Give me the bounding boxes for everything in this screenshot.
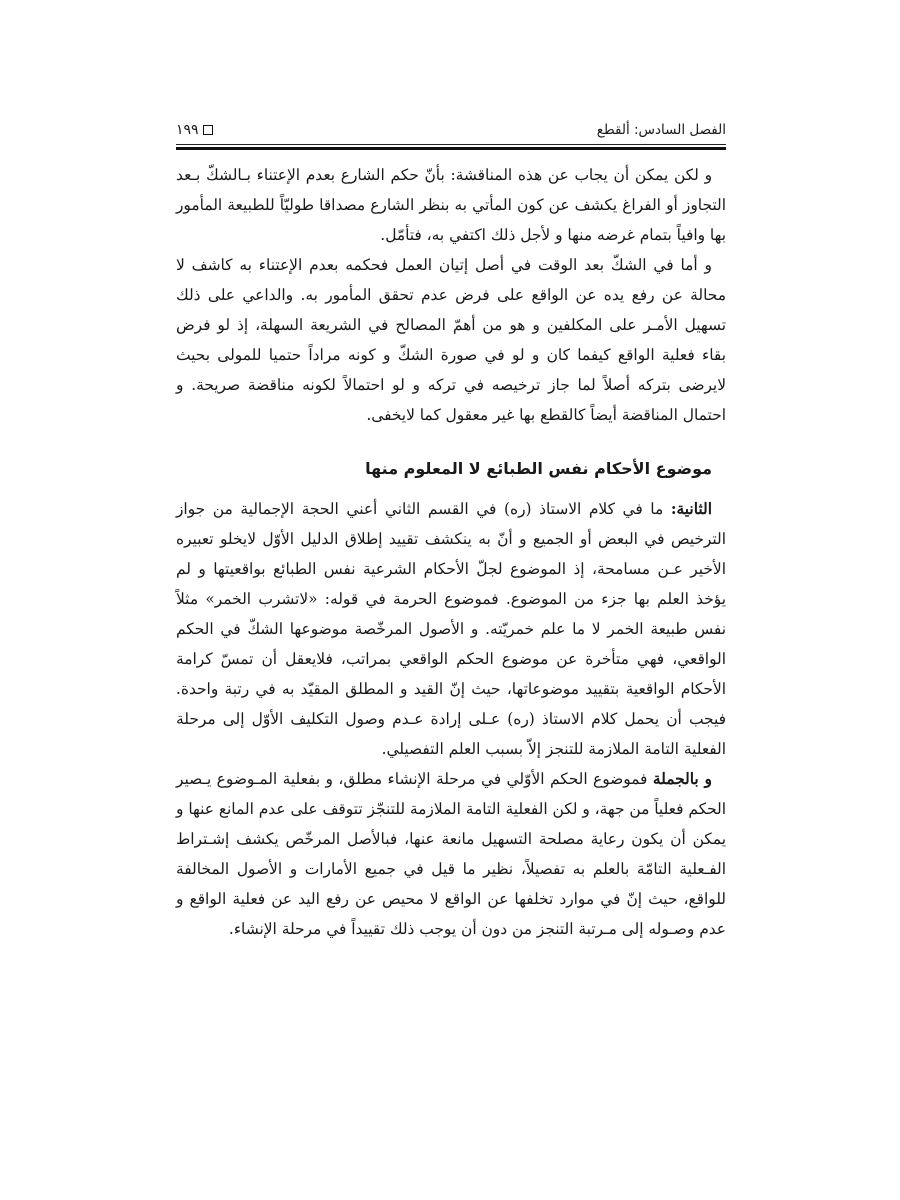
paragraph-lead: الثانية: <box>670 500 712 518</box>
paragraph <box>176 250 726 430</box>
page-number: ١٩٩ <box>176 122 199 138</box>
page-number-group <box>176 122 213 138</box>
body-text <box>176 160 726 944</box>
paragraph-text: و أما في الشكّ بعد الوقت في أصل إتيان العمل فحكمه بعدم الإعتناء به كاشف لا محالة عن رفع يده عن الواقع على فرض عدم تحقق المأمور به. والداعي على ذلك تسهيل الأمـر على المكلفين و هو من أهمّ المصالح في الشريعة السهلة، إذ لو فرض بقاء فعلية الواقع كيفما كان و لو في صورة الشكّ و كونه مراداً حتميا للمولى بحيث لايرضى بتركه أصلاً لما جاز ترخيصه في تركه و لو احتمالاً لكونه مناقضة صريحة. و احتمال المناقضة أيضاً كالقطع بها غير معقول كما لايخفى. <box>176 256 726 424</box>
paragraph <box>176 764 726 944</box>
paragraph <box>176 160 726 250</box>
book-page <box>176 112 726 944</box>
paragraph-lead: و بالجملة <box>652 770 712 788</box>
paragraph-text: ما في كلام الاستاذ (ره) في القسم الثاني أعني الحجة الإجمالية من جواز الترخيص في البعض أو الجميع و أنّ به ينكشف تقييد إطلاق الدليل الأوّل لايخلو تعبيره الأخير عـن مسامحة، إذ الموضوع لجلّ الأحكام الشرعية نفس الطبائع بواقعيتها و لم يؤخذ العلم بها جزء من الموضوع. فموضوع الحرمة في قوله: «لاتشرب الخمر» مثلاً نفس طبيعة الخمر لا ما علم خمريّته. و الأصول المرخّصة موضوعها الشكّ في الحكم الواقعي، فهي متأخرة عن موضوع الحكم الواقعي بمراتب، فلايعقل أن تمسّ كرامة الأحكام الواقعية بتقييد موضوعاتها، حيث إنّ القيد و المطلق المقيّد به في رتبة واحدة. فيجب أن يحمل كلام الاستاذ (ره) عـلى إرادة عـدم وصول التكليف الأوّل إلى مرحلة الفعلية التامة الملازمة للتنجز إلاّ بسبب العلم التفصيلي. <box>176 500 726 758</box>
paragraph-text: فموضوع الحكم الأوّلي في مرحلة الإنشاء مطلق، و بفعلية المـوضوع يـصير الحكم فعلياً من جهة، و لكن الفعلية التامة الملازمة للتنجّز تتوقف على عدم المانع عنها و يمكن أن يكون رعاية مصلحة التسهيل مانعة عنها، فبالأصل المرخّص يكشف إشـتراط الفـعلية التامّة بالعلم به تفصيلاً، نظير ما قيل في جميع الأمارات و الأصول المخالفة للواقع، حيث إنّ في موارد تخلفها عن الواقع لا محيص عن رفع اليد عن فعلية الواقع و عدم وصـوله إلى مـرتبة التنجز من دون أن يوجب ذلك تقييداً في مرحلة الإنشاء. <box>176 770 726 938</box>
paragraph-text: و لكن يمكن أن يجاب عن هذه المناقشة: بأنّ حكم الشارع بعدم الإعتناء بـالشكّ بـعد التجاوز أو الفراغ يكشف عن كون المأتي به بنظر الشارع مصداقا طوليّاً للطبيعة المأمور بها وافياً بتمام غرضه منها و لأجل ذلك اكتفي به، فتأمّل. <box>176 166 726 244</box>
running-header <box>176 112 726 138</box>
header-rule-thick <box>176 147 726 150</box>
paragraph <box>176 494 726 764</box>
header-rule-thin <box>176 144 726 145</box>
section-heading: موضوع الأحكام نفس الطبائع لا المعلوم منها <box>365 459 712 478</box>
chapter-title: الفصل السادس: ألقطع <box>596 122 726 138</box>
square-box-icon <box>203 125 213 135</box>
